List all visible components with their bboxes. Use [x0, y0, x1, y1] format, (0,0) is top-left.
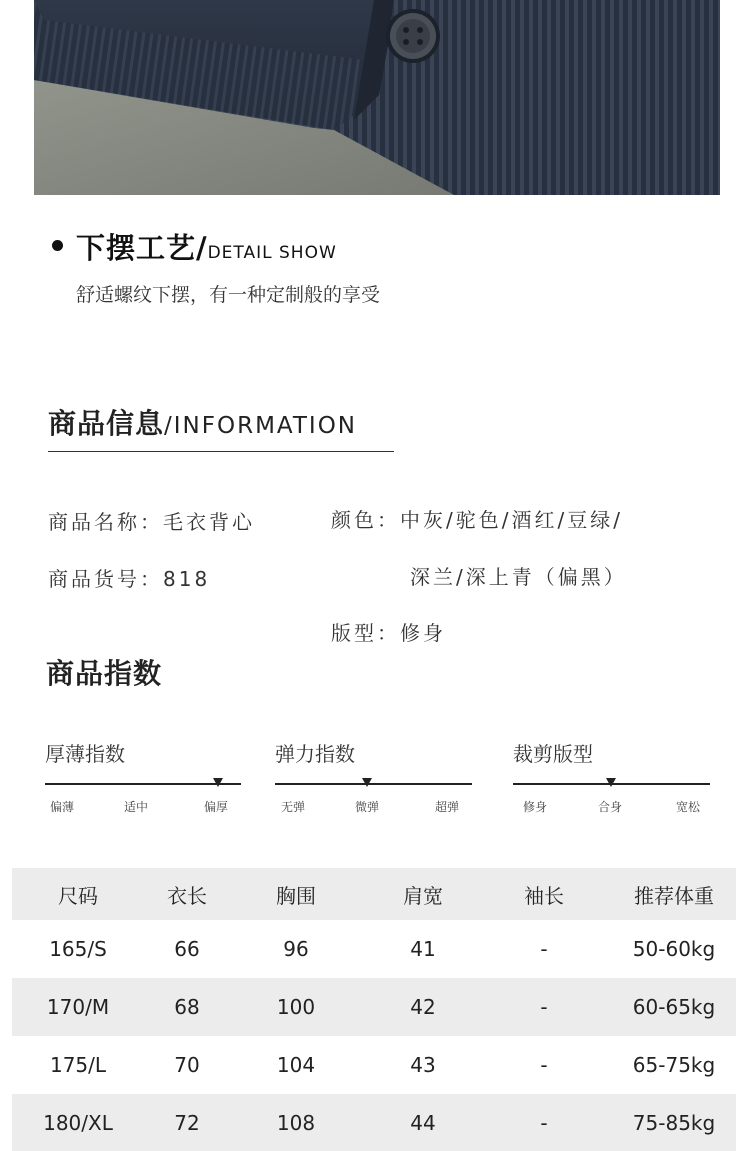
- cell-sleeve: -: [540, 1111, 548, 1135]
- size-table-header: [12, 868, 736, 920]
- index-elasticity-tick-mid: 微弹: [355, 800, 380, 814]
- product-colors-line1: 颜色：中灰/驼色/酒红/豆绿/: [331, 508, 623, 532]
- cell-shoulder: 43: [410, 1053, 436, 1077]
- index-elasticity: [275, 738, 472, 818]
- index-elasticity-marker: [362, 778, 372, 787]
- cell-sleeve: -: [540, 937, 548, 961]
- cell-size: 175/L: [49, 1053, 107, 1077]
- header-size: 尺码: [58, 883, 98, 908]
- size-table: [12, 868, 736, 1151]
- index-thickness-scale: [45, 783, 241, 785]
- index-thickness-tick-high: 偏厚: [204, 800, 229, 814]
- header-weight: 推荐体重: [634, 883, 714, 908]
- index-title: 商品指数: [46, 657, 163, 690]
- cell-chest: 100: [276, 995, 316, 1019]
- table-row: [12, 920, 736, 978]
- index-thickness-tick-low: 偏薄: [50, 800, 75, 814]
- hem-detail-photo: [34, 0, 720, 195]
- header-sleeve: 袖长: [524, 883, 564, 908]
- cell-weight: 65-75kg: [632, 1053, 716, 1077]
- index-elasticity-tick-low: 无弹: [281, 800, 306, 814]
- information-title-cn: 商品信息: [48, 407, 165, 440]
- header-length: 衣长: [167, 883, 207, 908]
- cell-length: 66: [174, 937, 200, 961]
- detail-description: 舒适螺纹下摆，有一种定制般的享受: [76, 284, 381, 306]
- cell-weight: 50-60kg: [632, 937, 716, 961]
- bullet-dot: [52, 240, 63, 251]
- cell-shoulder: 44: [410, 1111, 436, 1135]
- cell-chest: 104: [276, 1053, 316, 1077]
- cell-length: 68: [174, 995, 200, 1019]
- cell-weight: 75-85kg: [632, 1111, 716, 1135]
- cell-sleeve: -: [540, 995, 548, 1019]
- index-thickness-label: 厚薄指数: [45, 742, 125, 766]
- index-cut-tick-low: 修身: [523, 800, 548, 814]
- information-title-en: /INFORMATION: [164, 413, 358, 439]
- detail-title-en: DETAIL SHOW: [207, 243, 337, 263]
- cell-size: 165/S: [49, 937, 107, 961]
- cell-shoulder: 42: [410, 995, 436, 1019]
- index-thickness-tick-mid: 适中: [124, 800, 149, 814]
- product-sku: 商品货号：818: [48, 567, 211, 591]
- index-elasticity-tick-high: 超弹: [435, 800, 460, 814]
- table-row: [12, 978, 736, 1036]
- cell-size: 180/XL: [43, 1111, 113, 1135]
- index-cut-label: 裁剪版型: [513, 742, 593, 766]
- cell-length: 72: [174, 1111, 200, 1135]
- cell-length: 70: [174, 1053, 200, 1077]
- index-thickness-marker: [213, 778, 223, 787]
- header-chest: 胸围: [276, 883, 316, 908]
- cell-sleeve: -: [540, 1053, 548, 1077]
- detail-title: [76, 226, 337, 267]
- table-row: [12, 1036, 736, 1094]
- cell-chest: 96: [283, 937, 309, 961]
- header-shoulder: 肩宽: [403, 883, 443, 908]
- cell-shoulder: 41: [410, 937, 436, 961]
- cell-size: 170/M: [46, 995, 110, 1019]
- index-elasticity-label: 弹力指数: [275, 742, 355, 766]
- index-cut: [513, 738, 710, 818]
- product-colors-line2: 深兰/深上青（偏黑）: [410, 565, 627, 589]
- cell-chest: 108: [276, 1111, 316, 1135]
- index-thickness: [45, 738, 241, 818]
- index-elasticity-scale: [275, 783, 472, 785]
- product-name: 商品名称：毛衣背心: [48, 510, 255, 534]
- index-cut-tick-mid: 合身: [598, 800, 623, 814]
- table-row: [12, 1094, 736, 1151]
- cell-weight: 60-65kg: [632, 995, 716, 1019]
- index-cut-tick-high: 宽松: [676, 800, 701, 814]
- product-fit: 版型：修身: [331, 621, 446, 645]
- detail-title-cn: 下摆工艺/: [76, 231, 208, 265]
- information-header: [48, 402, 394, 452]
- index-cut-marker: [606, 778, 616, 787]
- knit-hem-illustration: [34, 0, 720, 195]
